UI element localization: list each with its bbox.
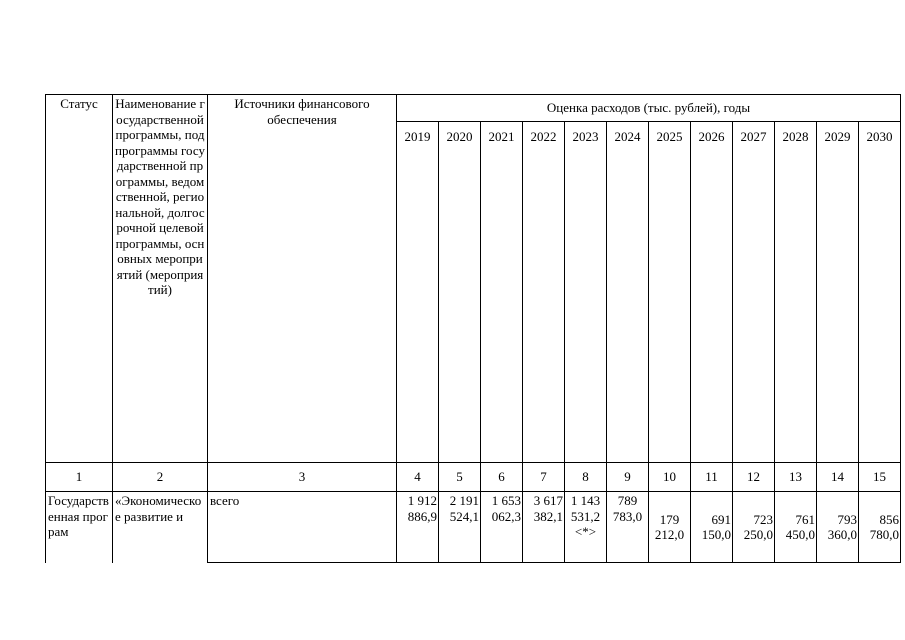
column-number: 15 <box>859 463 901 492</box>
header-sources: Источники финансового обеспечения <box>208 95 397 463</box>
column-number: 12 <box>733 463 775 492</box>
row-name: «Экономическое развитие и <box>113 492 208 563</box>
header-estimate: Оценка расходов (тыс. рублей), годы <box>397 95 901 122</box>
row-value: 1 912 886,9 <box>397 492 439 563</box>
column-number: 11 <box>691 463 733 492</box>
header-year: 2019 <box>397 122 439 463</box>
header-year: 2028 <box>775 122 817 463</box>
header-year: 2029 <box>817 122 859 463</box>
header-year: 2020 <box>439 122 481 463</box>
row-value: 793 360,0 <box>817 492 859 563</box>
column-number: 8 <box>565 463 607 492</box>
header-year: 2026 <box>691 122 733 463</box>
header-year: 2025 <box>649 122 691 463</box>
header-status: Статус <box>46 95 113 463</box>
row-source: всего <box>208 492 397 563</box>
header-name: Наименование государственной программы, подпрограммы государственной программы, ведомственной, региональной, долгосрочной целевой программы, основных мероприятий (мероприятий) <box>113 95 208 463</box>
column-number: 6 <box>481 463 523 492</box>
row-value: 789 783,0 <box>607 492 649 563</box>
column-number: 9 <box>607 463 649 492</box>
column-number: 13 <box>775 463 817 492</box>
column-number: 14 <box>817 463 859 492</box>
row-value: 2 191 524,1 <box>439 492 481 563</box>
header-year: 2024 <box>607 122 649 463</box>
row-value: 691 150,0 <box>691 492 733 563</box>
header-year: 2021 <box>481 122 523 463</box>
header-year: 2023 <box>565 122 607 463</box>
row-status: Государственная програм <box>46 492 113 563</box>
column-number: 7 <box>523 463 565 492</box>
header-year: 2027 <box>733 122 775 463</box>
row-value: 1 653 062,3 <box>481 492 523 563</box>
row-value: 856 780,0 <box>859 492 901 563</box>
column-number: 3 <box>208 463 397 492</box>
column-number: 4 <box>397 463 439 492</box>
row-value: 179 212,0 <box>649 492 691 563</box>
column-number: 5 <box>439 463 481 492</box>
column-number: 10 <box>649 463 691 492</box>
financing-table <box>45 94 901 563</box>
column-number: 2 <box>113 463 208 492</box>
header-year: 2022 <box>523 122 565 463</box>
column-number: 1 <box>46 463 113 492</box>
row-value: 3 617 382,1 <box>523 492 565 563</box>
row-value: 761 450,0 <box>775 492 817 563</box>
row-value: 1 143 531,2 <*> <box>565 492 607 563</box>
header-year: 2030 <box>859 122 901 463</box>
row-value: 723 250,0 <box>733 492 775 563</box>
